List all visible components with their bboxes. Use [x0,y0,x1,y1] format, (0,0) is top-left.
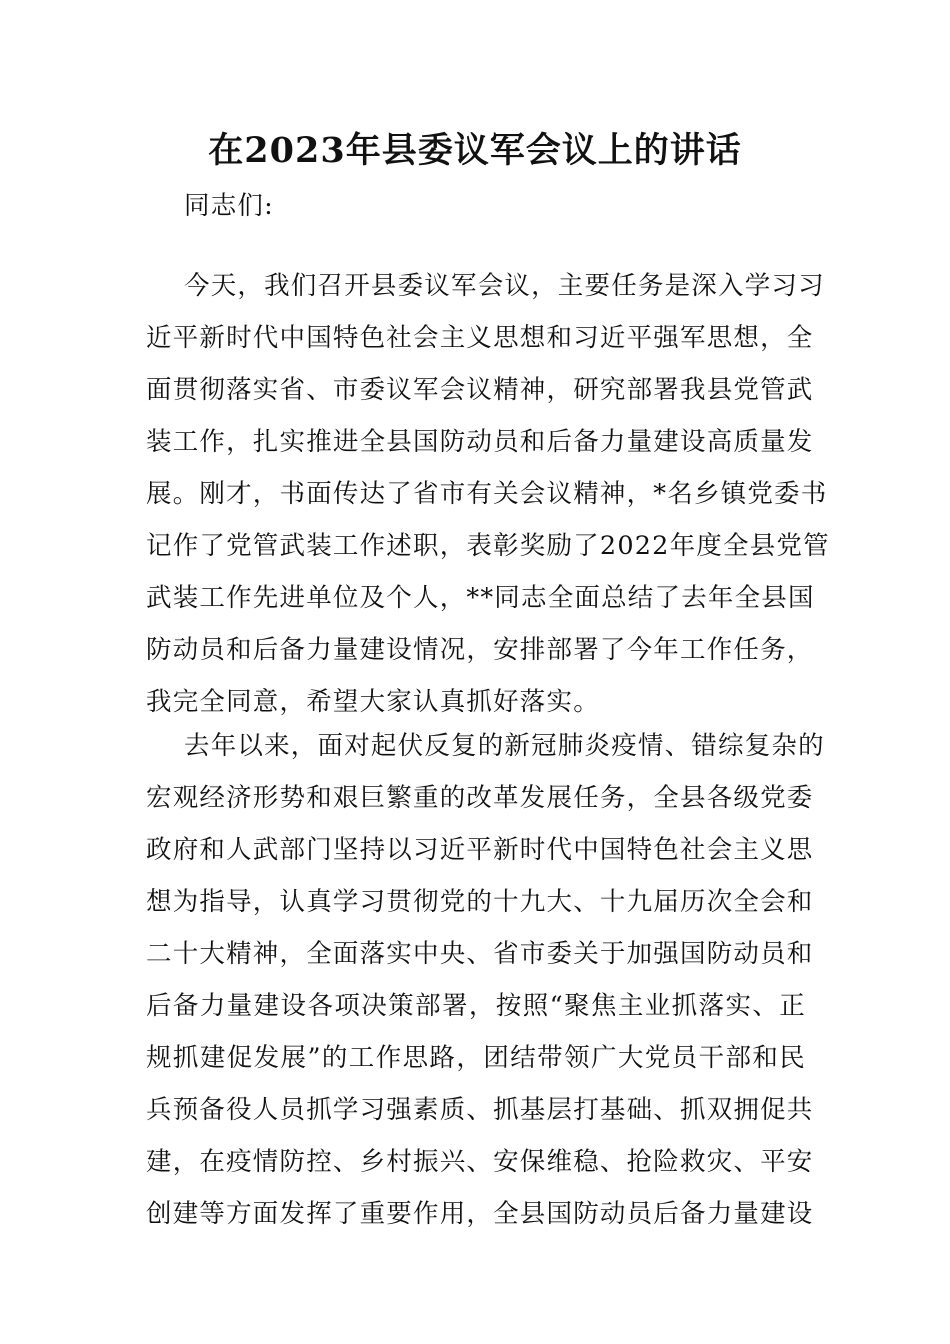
paragraph-line: 想为指导，认真学习贯彻党的十九大、十九届历次全会和 [146,887,814,917]
paragraph-line: 二十大精神，全面落实中央、省市委关于加强国防动员和 [146,939,814,969]
document-title: 在2023年县委议军会议上的讲话 [208,130,742,171]
paragraph-line: 建，在疫情防控、乡村振兴、安保维稳、抢险救灾、平安 [146,1147,814,1177]
paragraph-2 [146,720,825,1240]
paragraph-1 [146,260,830,728]
paragraph-line: 兵预备役人员抓学习强素质、抓基层打基础、抓双拥促共 [146,1095,814,1125]
paragraph-line: 记作了党管武装工作述职，表彰奖励了2022年度全县党管 [146,531,830,561]
paragraph-line: 宏观经济形势和艰巨繁重的改革发展任务，全县各级党委 [146,783,814,813]
paragraph-line: 去年以来，面对起伏反复的新冠肺炎疫情、错综复杂的 [184,731,825,761]
paragraph-line: 规抓建促发展”的工作思路，团结带领广大党员干部和民 [146,1043,806,1073]
paragraph-line: 展。刚才，书面传达了省市有关会议精神，*名乡镇党委书 [146,479,828,509]
paragraph-line: 后备力量建设各项决策部署，按照“聚焦主业抓落实、正 [146,991,806,1021]
paragraph-line: 武装工作先进单位及个人，**同志全面总结了去年全县国 [146,583,815,613]
paragraph-line: 装工作，扎实推进全县国防动员和后备力量建设高质量发 [146,427,814,457]
paragraph-line: 政府和人武部门坚持以习近平新时代中国特色社会主义思 [146,835,814,865]
paragraph-line: 面贯彻落实省、市委议军会议精神，研究部署我县党管武 [146,375,814,405]
paragraph-line: 防动员和后备力量建设情况，安排部署了今年工作任务， [146,635,814,665]
paragraph-line: 我完全同意，希望大家认真抓好落实。 [146,687,600,717]
paragraph-line: 今天，我们召开县委议军会议，主要任务是深入学习习 [184,271,825,301]
paragraph-line: 创建等方面发挥了重要作用，全县国防动员后备力量建设 [146,1199,814,1229]
paragraph-line: 近平新时代中国特色社会主义思想和习近平强军思想，全 [146,323,814,353]
greeting: 同志们: [184,191,274,221]
